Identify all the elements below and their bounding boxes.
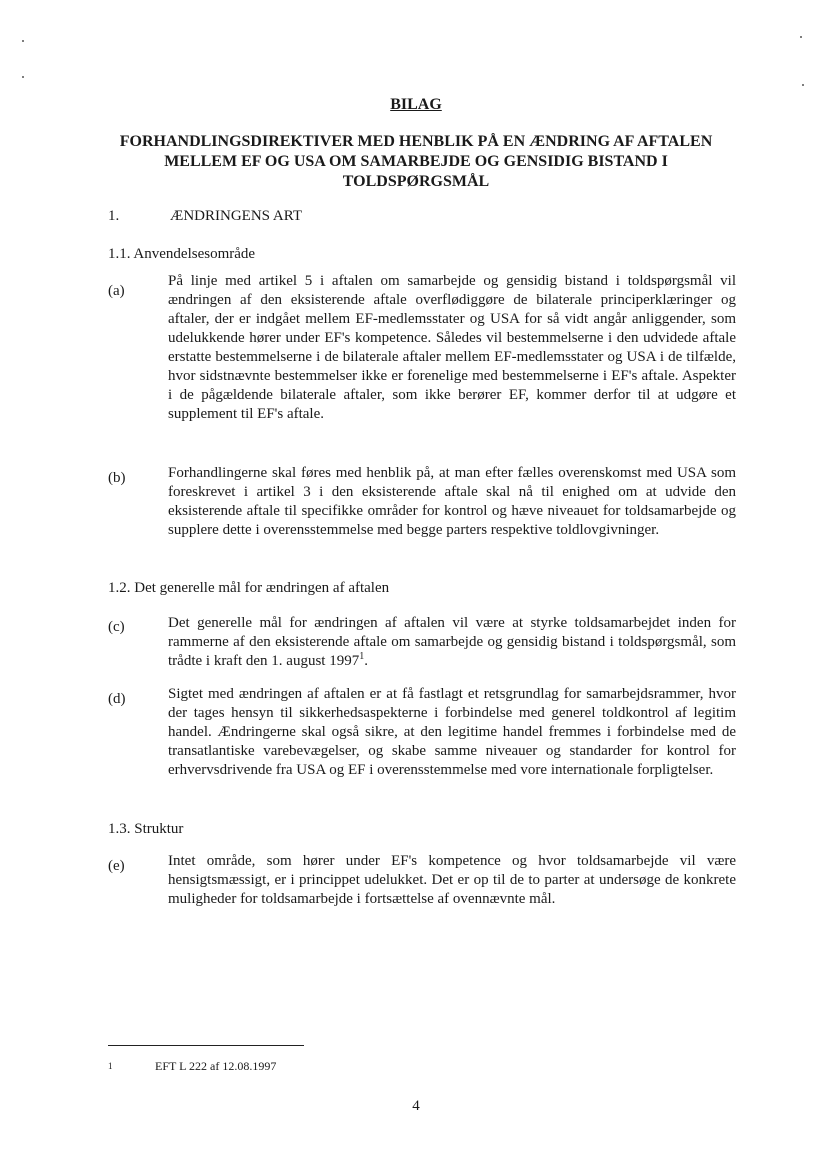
paragraph-e: Intet område, som hører under EF's kompetence og hvor toldsamarbejde vil være hensigtsmæssigt, er i princippet udelukket. Det er op til de to parter at undersøge de konkrete muligheder for toldsamarbejde i fortsættelse af ovennævnte mål.: [168, 853, 736, 907]
paragraph-c-end: .: [364, 653, 368, 669]
title-line: MELLEM EF OG USA OM SAMARBEJDE OG GENSIDIG BISTAND I: [164, 153, 668, 170]
paragraph-label-c: (c): [108, 619, 125, 635]
scan-speck: [802, 84, 804, 86]
footnote-divider: [108, 1045, 304, 1046]
paragraph-label-d: (d): [108, 691, 126, 707]
footnote-mark: 1: [108, 1061, 113, 1071]
section-heading: ÆNDRINGENS ART: [170, 208, 303, 224]
page-number: 4: [412, 1098, 420, 1114]
paragraph-label-a: (a): [108, 283, 125, 299]
footnote-reference: 1: [359, 651, 365, 662]
paragraph-d: Sigtet med ændringen af aftalen er at få fastlagt et retsgrundlag for samarbejdsrammer, hvor der tages hensyn til sikkerhedsaspekterne i forbindelse med generel toldkontrol af legitim handel. Ændringerne skal også sikre, at den legitime handel fremmes i forbindelse med de transatlantiske varebevægelser, og skabe samme niveauer og standarder for kontrol for erhvervsdrivende fra USA og EF i overensstemmelse med vore internationale forpligtelser.: [168, 686, 736, 778]
paragraph-b: Forhandlingerne skal føres med henblik på, at man efter fælles overenskomst med USA som foreskrevet i artikel 3 i den eksisterende aftale skal nå til enighed om at udvide den eksisterende aftale til specifikke områder for kontrol og hæve niveauet for toldsamarbejde og supplere dette i overensstemmelse med begge parters respektive toldlovgivninger.: [168, 465, 736, 538]
paragraph-c: [168, 614, 736, 671]
subsection-heading-1-1: 1.1. Anvendelsesområde: [108, 246, 256, 262]
annex-heading: BILAG: [390, 96, 442, 113]
section-number: 1.: [108, 208, 120, 224]
title-line: TOLDSPØRGSMÅL: [342, 173, 490, 190]
document-title: [66, 132, 766, 192]
subsection-heading-1-2: 1.2. Det generelle mål for ændringen af aftalen: [108, 580, 390, 596]
paragraph-c-text: Det generelle mål for ændringen af aftalen vil være at styrke toldsamarbejdet inden for rammerne af den eksisterende aftale om samarbejde og gensidig bistand i toldspørgsmål, som trådte i kraft den 1. august 1997: [168, 615, 736, 669]
subsection-heading-1-3: 1.3. Struktur: [108, 821, 184, 837]
footnote-text: EFT L 222 af 12.08.1997: [155, 1059, 277, 1073]
paragraph-label-b: (b): [108, 470, 126, 486]
paragraph-label-e: (e): [108, 858, 125, 874]
title-line: FORHANDLINGSDIREKTIVER MED HENBLIK PÅ EN ÆNDRING AF AFTALEN: [119, 133, 713, 150]
paragraph-a: På linje med artikel 5 i aftalen om samarbejde og gensidig bistand i toldspørgsmål vil ændringen af den eksisterende aftale overflødiggøre de bilaterale principerklæringer og aftaler, der er indgået mellem EF-medlemsstater og USA for så vidt angår anliggender, som udelukkende hører under EF's kompetence. Således vil bestemmelserne i den udvidede aftale erstatte bestemmelserne i de bilaterale aftaler mellem EF-medlemsstater og USA i de tilfælde, hvor sidstnævnte bestemmelser ikke er forenelige med bestemmelserne i EF's aftale. Aspekter i de pågældende bilaterale aftaler, som ikke berører EF, kommer derfor til at udgøre et supplement til EF's aftale.: [168, 273, 736, 422]
scan-speck: [22, 76, 24, 78]
scan-speck: [22, 40, 24, 42]
scan-speck: [800, 36, 802, 38]
